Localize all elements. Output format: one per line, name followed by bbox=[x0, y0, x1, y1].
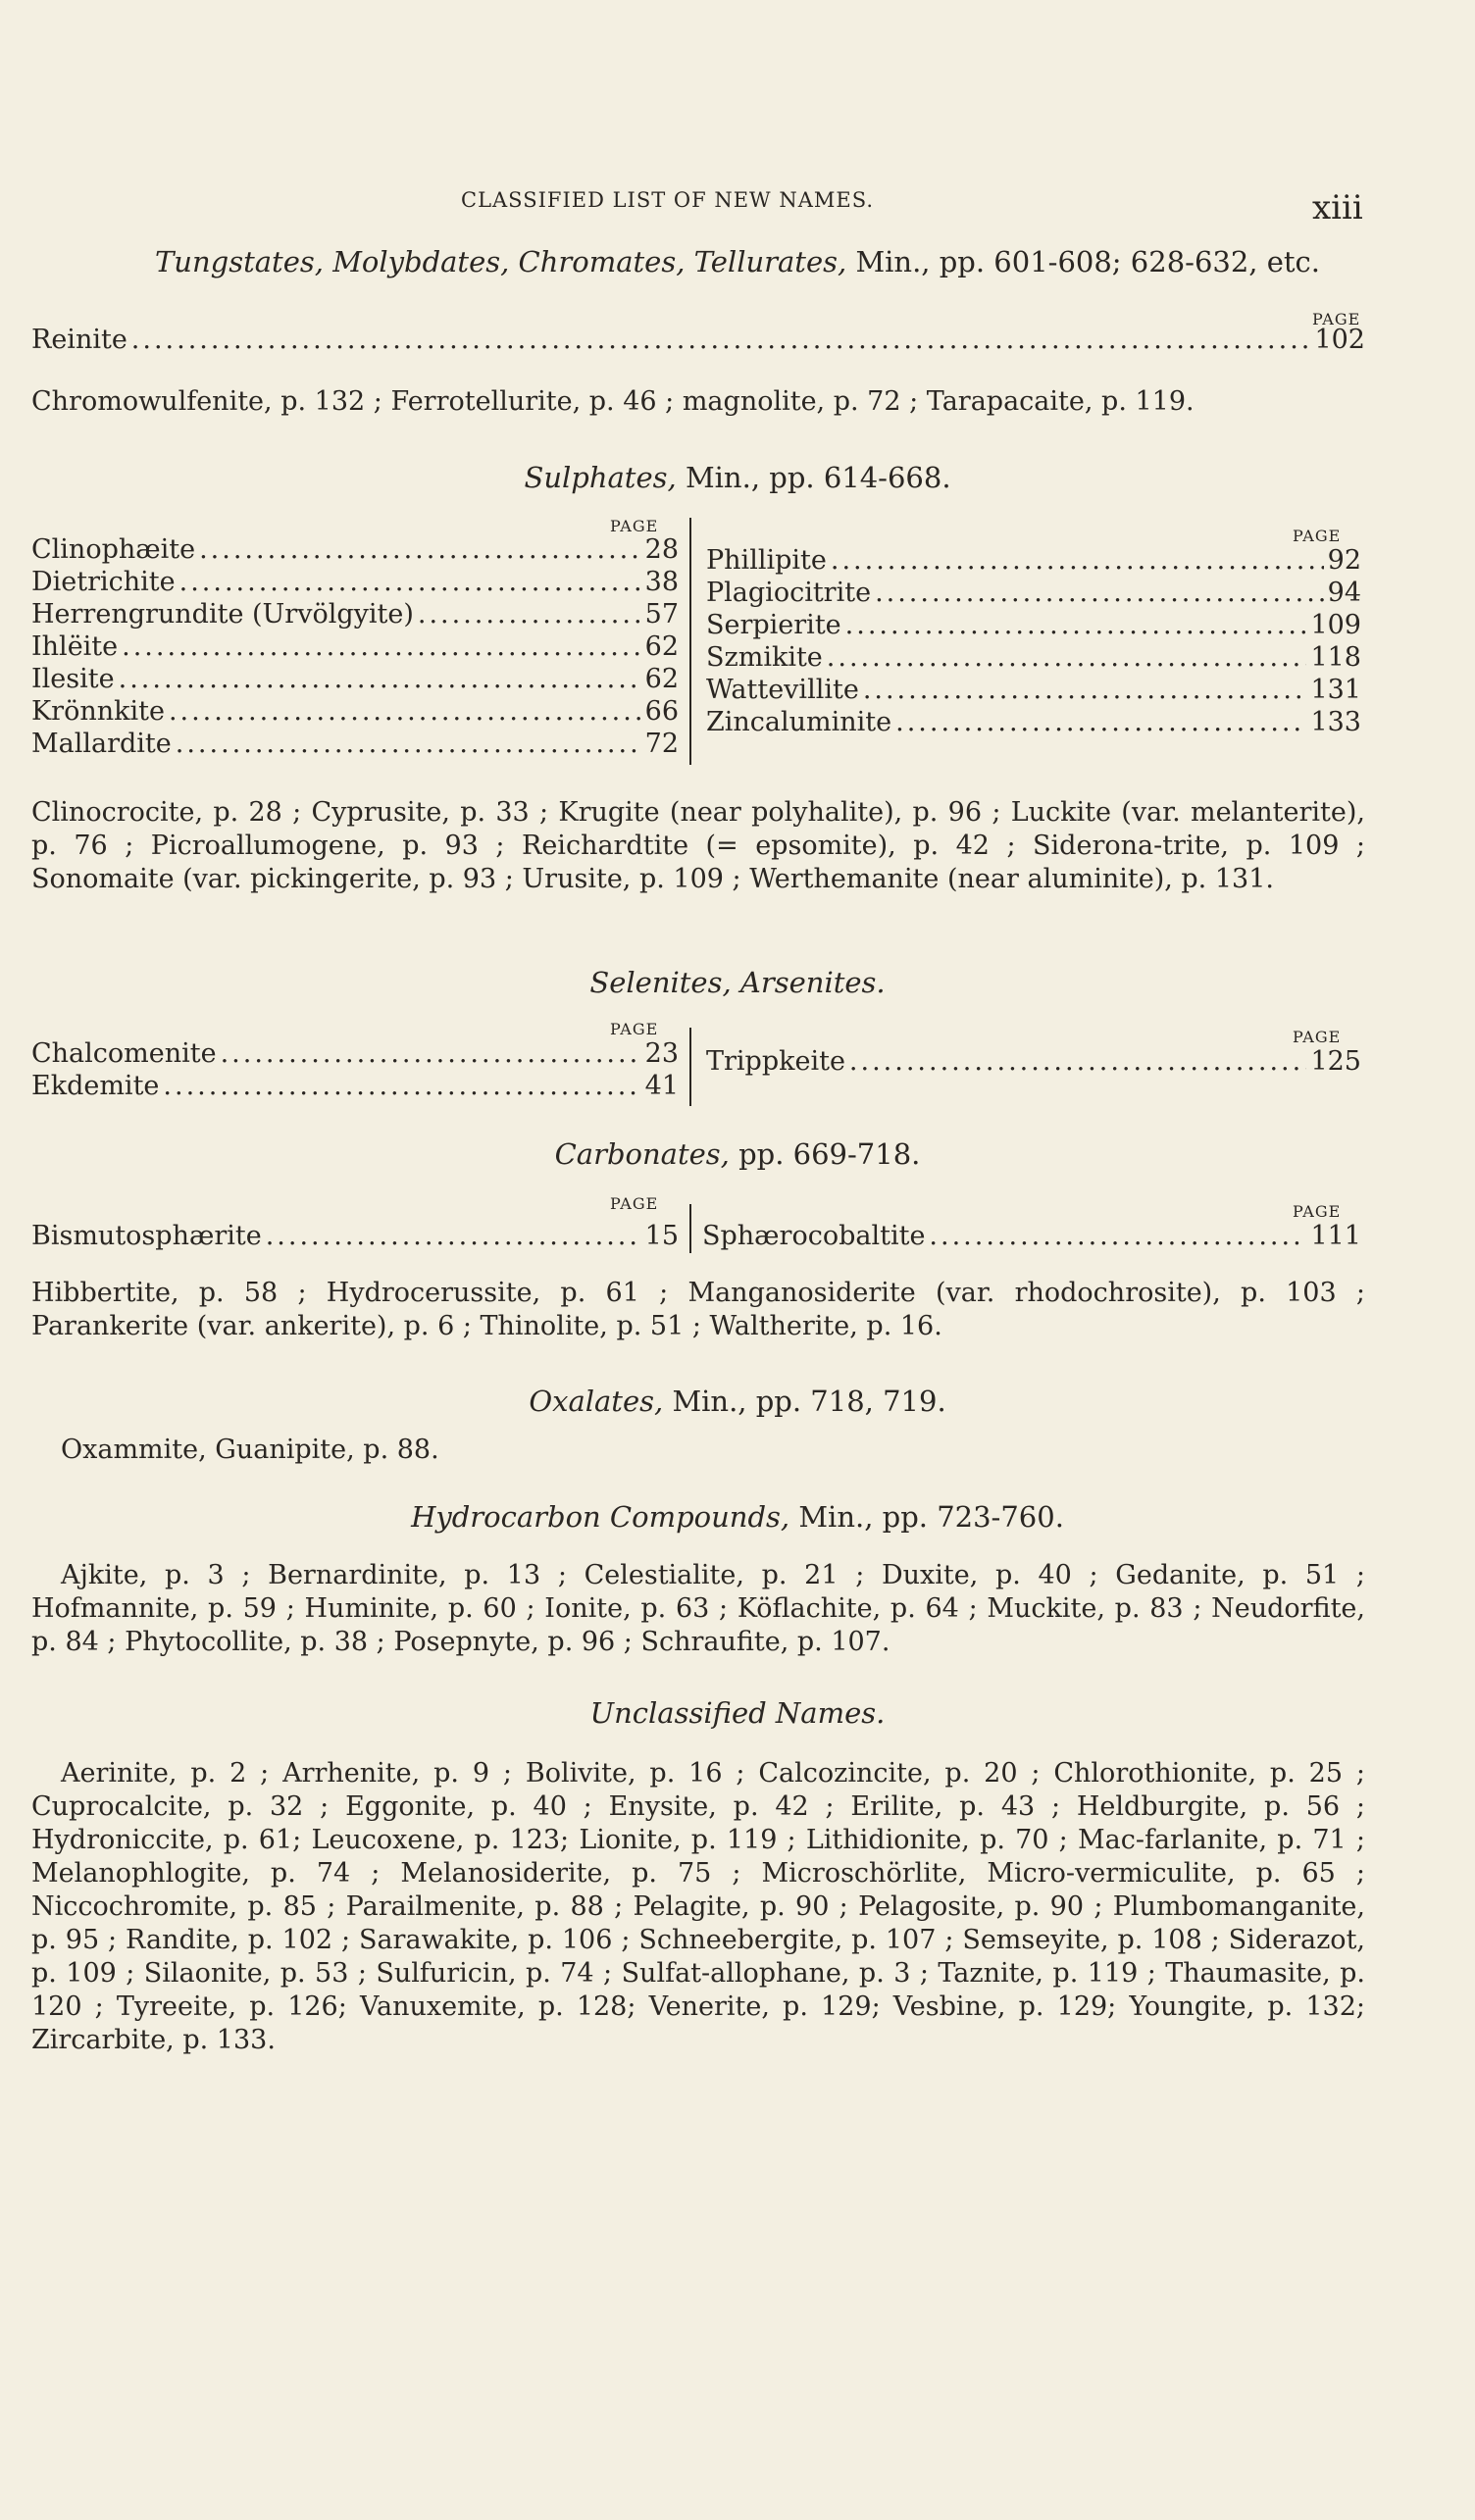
mineral-name: Krönnkite bbox=[31, 696, 165, 727]
tungstates-list bbox=[31, 324, 1365, 356]
page-ref: 38 bbox=[644, 567, 679, 597]
mineral-name: Mallardite bbox=[31, 729, 172, 759]
list-item bbox=[706, 641, 1361, 674]
mineral-name: Serpierite bbox=[706, 610, 841, 640]
unclassified-note: Aerinite, p. 2 ; Arrhenite, p. 9 ; Bolivite, p. 16 ; Calcozincite, p. 20 ; Chlorothionite, p. 25 ; Cuprocalcite, p. 32 ; Eggonite, p. 40 ; Enysite, p. 42 ; Erilite, p. 43 ; Heldburgite, p. 56 ; Hydroniccite, p. 61; Leucoxene, p. 123; Lionite, p. 119 ; Lithidionite, p. 70 ; Mac-farlanite, p. 71 ; Melanophlogite, p. 74 ; Melanosiderite, p. 75 ; Microschörlite, Micro-vermiculite, p. 65 ; Niccochromite, p. 85 ; Parailmenite, p. 88 ; Pelagite, p. 90 ; Pelagosite, p. 90 ; Plumbomanganite, p. 95 ; Randite, p. 102 ; Sarawakite, p. 106 ; Schneebergite, p. 107 ; Semseyite, p. 108 ; Siderazot, p. 109 ; Silaonite, p. 53 ; Sulfuricin, p. 74 ; Sulfat-allophane, p. 3 ; Taznite, p. 119 ; Thaumasite, p. 120 ; Tyreeite, p. 126; Vanuxemite, p. 128; Venerite, p. 129; Vesbine, p. 129; Youngite, p. 132; Zircarbite, p. 133. bbox=[31, 1758, 1365, 2055]
column-divider bbox=[689, 1028, 691, 1106]
page-column-label: PAGE bbox=[1312, 310, 1361, 328]
page-ref: 125 bbox=[1310, 1046, 1361, 1077]
list-item bbox=[31, 728, 679, 760]
heading-italic: Oxalates, bbox=[529, 1385, 664, 1418]
page-column-label: PAGE bbox=[1293, 527, 1342, 545]
leader-dots bbox=[163, 1070, 640, 1102]
page-ref: 72 bbox=[644, 729, 679, 759]
column-divider bbox=[689, 518, 691, 765]
mineral-name: Zincaluminite bbox=[706, 707, 892, 737]
list-item bbox=[706, 1045, 1361, 1078]
heading-italic: Tungstates, Molybdates, Chromates, Tellurates, bbox=[154, 245, 847, 278]
leader-dots bbox=[875, 577, 1324, 609]
sulphates-note: Clinocrocite, p. 28 ; Cyprusite, p. 33 ; Krugite (near polyhalite), p. 96 ; Luckite (var. melanterite), p. 76 ; Picroallumogene, p. 93 ; Reichardtite (= epsomite), p. 42 ; Siderona-trite, p. 109 ; Sonomaite (var. pickingerite, p. 93 ; Urusite, p. 109 ; Werthemanite (near aluminite), p. 131. bbox=[31, 797, 1365, 894]
sulphates-right-column bbox=[706, 544, 1361, 738]
page-ref: 102 bbox=[1314, 325, 1365, 355]
section-heading-carbonates bbox=[0, 1137, 1475, 1171]
mineral-name: Clinophæite bbox=[31, 534, 196, 565]
selenites-right-column bbox=[706, 1045, 1361, 1078]
page-ref: 131 bbox=[1310, 675, 1361, 705]
leader-dots bbox=[176, 728, 641, 760]
page-column-label: PAGE bbox=[610, 1020, 659, 1038]
list-item bbox=[702, 1220, 1361, 1252]
section-heading-oxalates bbox=[0, 1385, 1475, 1418]
list-item bbox=[31, 630, 679, 663]
list-item bbox=[31, 324, 1365, 356]
heading-italic: Unclassified Names. bbox=[589, 1696, 886, 1730]
page-ref: 111 bbox=[1310, 1221, 1361, 1251]
mineral-name: Phillipite bbox=[706, 545, 827, 576]
leader-dots bbox=[831, 544, 1324, 577]
heading-rest: Min., pp. 601-608; 628-632, etc. bbox=[855, 245, 1321, 278]
mineral-name: Plagiocitrite bbox=[706, 578, 872, 608]
page-ref: 62 bbox=[644, 631, 679, 662]
column-divider bbox=[689, 1204, 691, 1253]
section-heading-sulphates bbox=[0, 461, 1475, 494]
page-column-label: PAGE bbox=[610, 517, 659, 535]
mineral-name: Reinite bbox=[31, 325, 127, 355]
heading-rest: Min., pp. 614-668. bbox=[685, 461, 951, 494]
oxalates-note: Oxammite, Guanipite, p. 88. bbox=[61, 1435, 439, 1465]
leader-dots bbox=[199, 533, 641, 566]
mineral-name: Bismutosphærite bbox=[31, 1221, 262, 1251]
list-item bbox=[706, 577, 1361, 609]
leader-dots bbox=[863, 674, 1307, 706]
heading-rest: Min., pp. 723-760. bbox=[798, 1500, 1064, 1534]
mineral-name: Chalcomenite bbox=[31, 1038, 217, 1069]
mineral-name: Herrengrundite (Urvölgyite) bbox=[31, 599, 414, 630]
page-ref: 15 bbox=[644, 1221, 679, 1251]
list-item bbox=[706, 544, 1361, 577]
carbonates-note: Hibbertite, p. 58 ; Hydrocerussite, p. 61 ; Manganosiderite (var. rhodochrosite), p. 103 ; Parankerite (var. ankerite), p. 6 ; Thinolite, p. 51 ; Waltherite, p. 16. bbox=[31, 1278, 1365, 1341]
mineral-name: Wattevillite bbox=[706, 675, 859, 705]
list-item bbox=[706, 674, 1361, 706]
leader-dots bbox=[845, 609, 1307, 641]
mineral-name: Sphærocobaltite bbox=[702, 1221, 926, 1251]
page-number: xiii bbox=[1312, 188, 1363, 227]
list-item bbox=[706, 609, 1361, 641]
section-heading-tungstates bbox=[0, 245, 1475, 278]
page-ref: 92 bbox=[1327, 545, 1361, 576]
list-item bbox=[31, 1220, 679, 1252]
tungstates-note: Chromowulfenite, p. 132 ; Ferrotellurite, p. 46 ; magnolite, p. 72 ; Tarapacaite, p. 119. bbox=[31, 386, 1195, 417]
page-column-label: PAGE bbox=[1293, 1202, 1342, 1221]
leader-dots bbox=[827, 641, 1307, 674]
leader-dots bbox=[169, 695, 641, 728]
carbonates-right-column bbox=[702, 1220, 1361, 1252]
list-item bbox=[31, 695, 679, 728]
heading-rest: Min., pp. 718, 719. bbox=[672, 1385, 946, 1418]
leader-dots bbox=[221, 1037, 641, 1070]
page-ref: 66 bbox=[644, 696, 679, 727]
leader-dots bbox=[849, 1045, 1307, 1078]
list-item bbox=[31, 533, 679, 566]
list-item bbox=[31, 1037, 679, 1070]
list-item bbox=[706, 706, 1361, 738]
leader-dots bbox=[929, 1220, 1306, 1252]
page-ref: 62 bbox=[644, 664, 679, 694]
heading-italic: Sulphates, bbox=[524, 461, 677, 494]
selenites-left-column bbox=[31, 1037, 679, 1102]
page-ref: 94 bbox=[1327, 578, 1361, 608]
heading-rest: pp. 669-718. bbox=[738, 1137, 921, 1171]
running-head: CLASSIFIED LIST OF NEW NAMES. bbox=[461, 188, 875, 212]
hydrocarbon-note: Ajkite, p. 3 ; Bernardinite, p. 13 ; Celestialite, p. 21 ; Duxite, p. 40 ; Gedanite, p. 51 ; Hofmannite, p. 59 ; Huminite, p. 60 ; Ionite, p. 63 ; Köflachite, p. 64 ; Muckite, p. 83 ; Neudorfite, p. 84 ; Phytocollite, p. 38 ; Posepnyte, p. 96 ; Schraufite, p. 107. bbox=[31, 1560, 1365, 1657]
leader-dots bbox=[122, 630, 641, 663]
page-column-label: PAGE bbox=[610, 1194, 659, 1213]
leader-dots bbox=[418, 598, 641, 630]
mineral-name: Ihlëite bbox=[31, 631, 119, 662]
page-column-label: PAGE bbox=[1293, 1028, 1342, 1046]
heading-italic: Selenites, Arsenites. bbox=[589, 966, 886, 999]
leader-dots bbox=[895, 706, 1306, 738]
page-ref: 109 bbox=[1310, 610, 1361, 640]
page-ref: 133 bbox=[1310, 707, 1361, 737]
heading-italic: Hydrocarbon Compounds, bbox=[411, 1500, 790, 1534]
mineral-name: Ekdemite bbox=[31, 1071, 160, 1101]
mineral-name: Dietrichite bbox=[31, 567, 176, 597]
heading-italic: Carbonates, bbox=[554, 1137, 730, 1171]
page-ref: 118 bbox=[1310, 642, 1361, 673]
page-ref: 57 bbox=[644, 599, 679, 630]
list-item bbox=[31, 663, 679, 695]
list-item bbox=[31, 598, 679, 630]
section-heading-selenites bbox=[0, 966, 1475, 999]
leader-dots bbox=[179, 566, 641, 598]
mineral-name: Ilesite bbox=[31, 664, 115, 694]
section-heading-hydrocarbon bbox=[0, 1500, 1475, 1534]
list-item bbox=[31, 1070, 679, 1102]
carbonates-left-column bbox=[31, 1220, 679, 1252]
leader-dots bbox=[266, 1220, 641, 1252]
leader-dots bbox=[119, 663, 641, 695]
page-ref: 28 bbox=[644, 534, 679, 565]
mineral-name: Trippkeite bbox=[706, 1046, 845, 1077]
leader-dots bbox=[131, 324, 1311, 356]
mineral-name: Szmikite bbox=[706, 642, 823, 673]
page-ref: 23 bbox=[644, 1038, 679, 1069]
list-item bbox=[31, 566, 679, 598]
sulphates-left-column bbox=[31, 533, 679, 760]
page-ref: 41 bbox=[644, 1071, 679, 1101]
section-heading-unclassified bbox=[0, 1696, 1475, 1730]
